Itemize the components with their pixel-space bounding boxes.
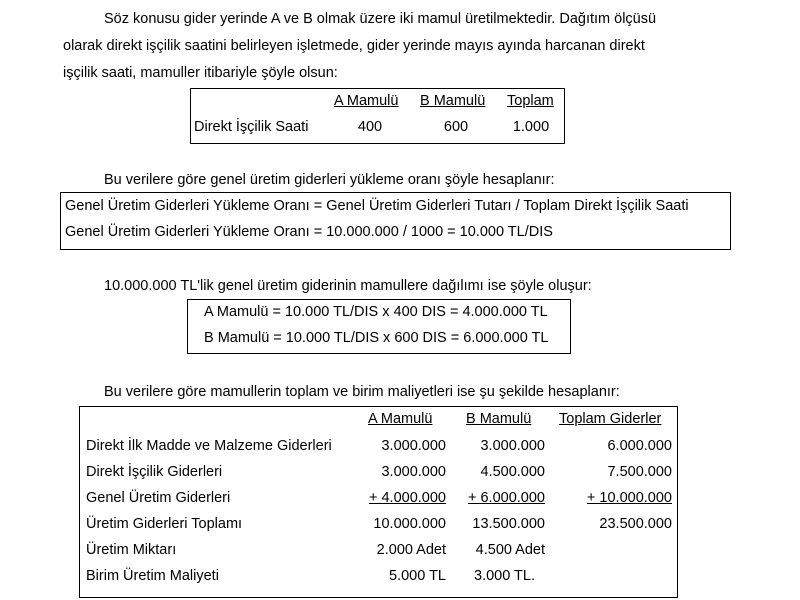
table1-value-a: 400: [357, 119, 383, 135]
table2-header-total: Toplam Giderler: [559, 411, 662, 427]
distribution-line-b: B Mamulü = 10.000 TL/DIS x 600 DIS = 6.000.000 TL: [204, 330, 549, 346]
rate-formula-box: [60, 192, 731, 250]
table2-cell-total: 23.500.000: [599, 516, 672, 532]
rate-formula-line-2: Genel Üretim Giderleri Yükleme Oranı = 10.000.000 / 1000 = 10.000 TL/DIS: [65, 224, 553, 240]
table2-header-b: B Mamulü: [466, 411, 532, 427]
table2-cell-b: 13.500.000: [472, 516, 545, 532]
table2-row-label: Genel Üretim Giderleri: [86, 490, 231, 506]
table1-header-b: B Mamulü: [420, 93, 486, 109]
table2-cell-b: 4.500 Adet: [475, 542, 545, 558]
table2-cell-total: 7.500.000: [607, 464, 672, 480]
labor-hours-table: [190, 88, 565, 144]
distribution-box: [187, 299, 571, 354]
table2-cell-a: 2.000 Adet: [376, 542, 446, 558]
table2-cell-total: + 10.000.000: [586, 490, 672, 506]
table1-header-a: A Mamulü: [334, 93, 399, 109]
cost-table: [79, 406, 678, 598]
table2-cell-a: 10.000.000: [373, 516, 446, 532]
table2-cell-a: 5.000 TL: [389, 568, 446, 584]
table2-row-label: Üretim Giderleri Toplamı: [86, 516, 243, 532]
distribution-intro: 10.000.000 TL'lik genel üretim giderinin mamullere dağılımı ise şöyle oluşur:: [104, 278, 592, 294]
rate-formula-line-1: Genel Üretim Giderleri Yükleme Oranı = Genel Üretim Giderleri Tutarı / Toplam Direkt İşçilik Saati: [65, 198, 689, 214]
table1-value-b: 600: [443, 119, 469, 135]
table2-row-label: Üretim Miktarı: [86, 542, 177, 558]
table1-value-total: 1.000: [512, 119, 550, 135]
table2-cell-b: + 6.000.000: [467, 490, 545, 506]
table1-row-label: Direkt İşçilik Saati: [194, 119, 309, 135]
table2-cell-total: 6.000.000: [607, 438, 672, 454]
distribution-line-a: A Mamulü = 10.000 TL/DIS x 400 DIS = 4.000.000 TL: [204, 304, 548, 320]
table2-cell-b: 3.000 TL.: [474, 568, 536, 584]
rate-intro: Bu verilere göre genel üretim giderleri yükleme oranı şöyle hesaplanır:: [104, 172, 555, 188]
table2-cell-b: 3.000.000: [480, 438, 545, 454]
table2-row-label: Direkt İlk Madde ve Malzeme Giderleri: [86, 438, 332, 454]
table2-row-label: Birim Üretim Maliyeti: [86, 568, 219, 584]
intro-line-3: işçilik saati, mamuller itibariyle şöyle olsun:: [63, 65, 338, 81]
table2-cell-a: 3.000.000: [381, 438, 446, 454]
cost-intro: Bu verilere göre mamullerin toplam ve birim maliyetleri ise şu şekilde hesaplanır:: [104, 384, 620, 400]
table1-header-total: Toplam: [507, 93, 554, 109]
table2-cell-a: 3.000.000: [381, 464, 446, 480]
table2-cell-a: + 4.000.000: [368, 490, 446, 506]
intro-line-1: Söz konusu gider yerinde A ve B olmak üzere iki mamul üretilmektedir. Dağıtım ölçüsü: [104, 11, 657, 27]
table2-row-label: Direkt İşçilik Giderleri: [86, 464, 223, 480]
table2-cell-b: 4.500.000: [480, 464, 545, 480]
table2-header-a: A Mamulü: [368, 411, 433, 427]
intro-line-2: olarak direkt işçilik saatini belirleyen işletmede, gider yerinde mayıs ayında harcanan direkt: [63, 38, 645, 54]
